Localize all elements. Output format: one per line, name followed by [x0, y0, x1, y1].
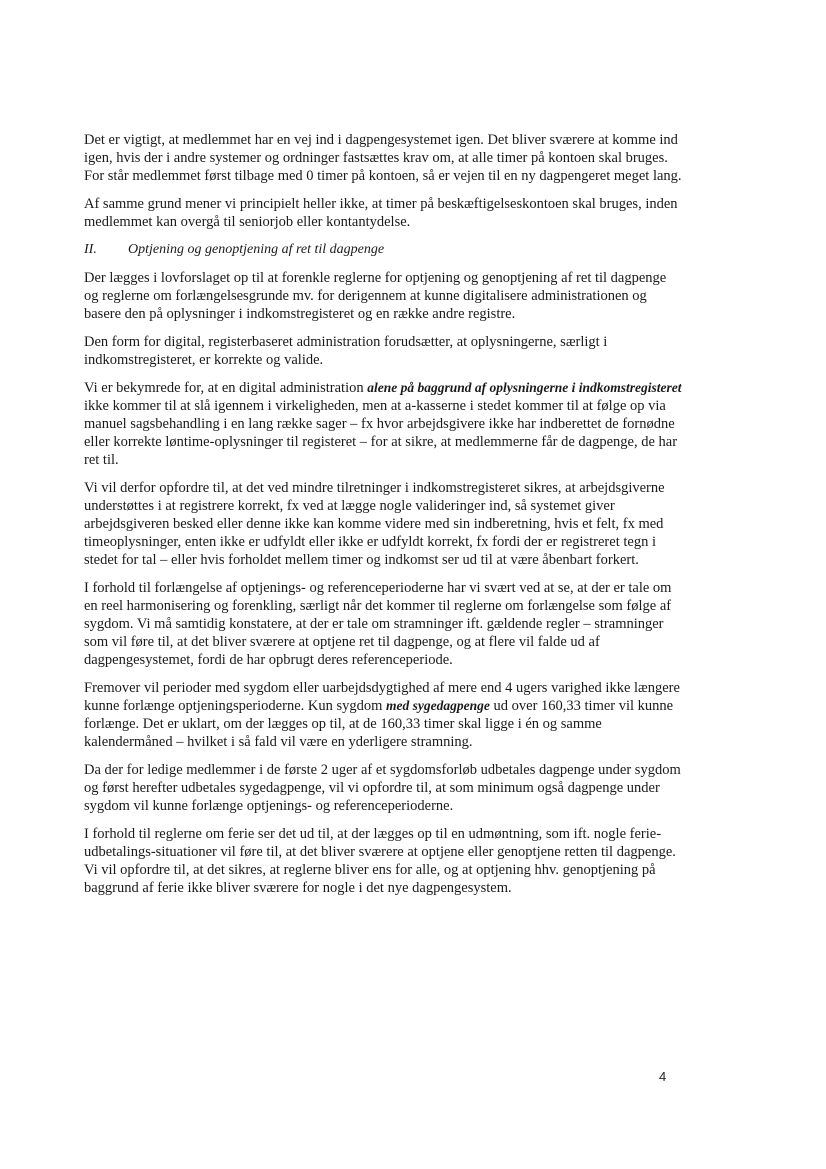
- section-title: Optjening og genoptjening af ret til dagpenge: [128, 242, 385, 257]
- paragraph: Det er vigtigt, at medlemmet har en vej ind i dagpengesystemet igen. Det bliver sværere at komme ind igen, hvis der i andre systemer og ordninger fastsættes krav om, at alle timer på kontoen skal bruges. For står medlemmet først tilbage med 0 timer på kontoen, så er vejen til en ny dagpengeret meget lang.: [84, 132, 682, 184]
- text-run: Vi er bekymrede for, at en digital administration: [84, 380, 368, 396]
- paragraph: Af samme grund mener vi principielt heller ikke, at timer på beskæftigelseskontoen skal bruges, inden medlemmet kan overgå til seniorjob eller kontantydelse.: [84, 196, 678, 230]
- paragraph: I forhold til reglerne om ferie ser det ud til, at der lægges op til en udmøntning, som ift. nogle ferie-udbetalings-situationer vil føre til, at det bliver sværere at optjene eller genoptjene retten til dagpenge. Vi vil opfordre til, at det sikres, at reglerne bliver ens for alle, og at optjening hhv. genoptjening på baggrund af ferie ikke bliver sværere for nogle i det nye dagpengesystem.: [84, 826, 676, 896]
- paragraph: I forhold til forlængelse af optjenings- og referenceperioderne har vi svært ved at se, at der er tale om en reel harmonisering og forenkling, særligt når det kommer til reglerne om forlængelse som følge af sygdom. Vi må samtidig konstatere, at der er tale om stramninger ift. gældende regler – stramninger som vil føre til, at det bliver sværere at optjene ret til dagpenge, og at flere vil falde ud af dagpengesystemet, fordi de har opbrugt deres referenceperiode.: [84, 580, 672, 668]
- paragraph: [84, 379, 684, 469]
- text-run: ud over 160,33 timer vil kunne forlænge. Det er uklart, om der lægges op til, at de 160,33 timer skal ligge i én og samme kalendermåned – hvilket i så fald vil være en yderligere stramning.: [84, 698, 674, 750]
- paragraph: Da der for ledige medlemmer i de første 2 uger af et sygdomsforløb udbetales dagpenge under sygdom og først herefter udbetales sygedagpenge, vil vi opfordre til, at som minimum også dagpenge under sygdom vil kunne forlænge optjenings- og referenceperioderne.: [84, 762, 681, 814]
- text-run: Fremover vil perioder med sygdom eller uarbejdsdygtighed af mere end 4 ugers varighed ikke længere kunne forlænge optjeningsperioderne. Kun sygdom: [84, 680, 680, 714]
- text-run: ikke kommer til at slå igennem i virkeligheden, men at a-kasserne i stedet kommer til at følge op via manuel sagsbehandling i en lang række sager – fx hvor arbejdsgivere ikke har indberettet de fornødne eller korrekte løntime-oplysninger til registeret – for at sikre, at medlemmerne får de dagpenge, de har ret til.: [84, 398, 678, 468]
- paragraph: Der lægges i lovforslaget op til at forenkle reglerne for optjening og genoptjening af ret til dagpenge og reglerne om forlængelsesgrunde mv. for derigennem at kunne digitalisere administrationen og basere den på oplysninger i indkomstregisteret og en række andre registre.: [84, 270, 667, 322]
- paragraph: Den form for digital, registerbaseret administration forudsætter, at oplysningerne, særligt i indkomstregisteret, er korrekte og valide.: [84, 334, 608, 368]
- emphasis-text: med sygedagpenge: [386, 698, 490, 713]
- document-body: [84, 131, 684, 907]
- section-number: II.: [84, 242, 97, 257]
- paragraph: Vi vil derfor opfordre til, at det ved mindre tilretninger i indkomstregisteret sikres, at arbejdsgiverne understøttes i at registrere korrekt, fx ved at lægge nogle valideringer ind, så systemet giver arbejdsgiveren besked eller denne ikke kan komme videre med sin indberetning, hvis et felt, fx med timeoplysninger, enten ikke er udfyldt eller ikke er udfyldt korrekt, fx fordi der er registreret tegn i stedet for tal – eller hvis forholdet mellem timer og indkomst ser ud til at være åbenbart forkert.: [84, 480, 665, 568]
- emphasis-text: alene på baggrund af oplysningerne i indkomstregisteret: [367, 380, 682, 395]
- page-number: 4: [659, 1069, 667, 1084]
- section-heading: [84, 241, 684, 259]
- paragraph: [84, 679, 684, 751]
